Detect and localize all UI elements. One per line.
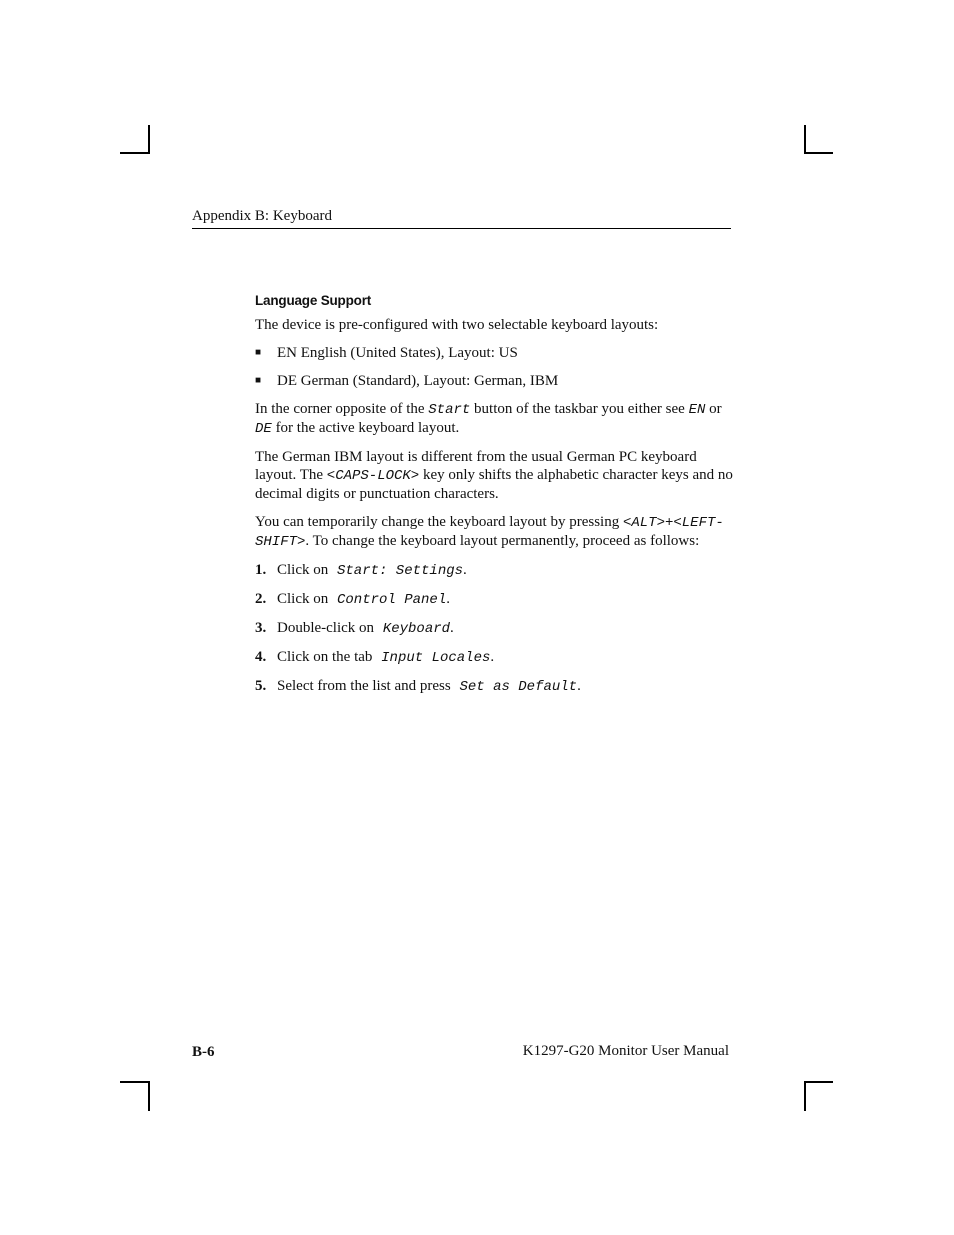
text-run: . bbox=[446, 591, 450, 607]
manual-title: K1297-G20 Monitor User Manual bbox=[522, 1043, 729, 1059]
intro-paragraph: The device is pre-configured with two selectable keyboard layouts: bbox=[255, 317, 659, 333]
step-text bbox=[277, 561, 467, 580]
step-text bbox=[277, 648, 494, 667]
text-run: . bbox=[577, 678, 581, 694]
step-item bbox=[255, 561, 735, 580]
crop-mark-top-right-v bbox=[804, 125, 806, 154]
header-title: Appendix B: Keyboard bbox=[192, 208, 332, 224]
text-run: You can temporarily change the keyboard layout by pressing bbox=[255, 514, 623, 530]
step-text bbox=[277, 619, 454, 638]
text-run: Click on the tab bbox=[277, 649, 377, 665]
en-code: EN bbox=[688, 402, 706, 418]
start-code: Start bbox=[428, 402, 471, 418]
step-item bbox=[255, 648, 735, 667]
text-run: The German IBM layout is different from the usual German PC keyboard layout. The bbox=[255, 449, 697, 483]
section-title: Language Support bbox=[255, 293, 372, 308]
crop-mark-bottom-right-h bbox=[804, 1081, 833, 1083]
list-item bbox=[255, 372, 735, 390]
text-run: . To change the keyboard layout permanently, proceed as follows: bbox=[305, 533, 700, 549]
de-code: DE bbox=[255, 421, 272, 437]
change-layout-paragraph bbox=[255, 513, 735, 551]
step-text bbox=[277, 590, 450, 609]
step-code: Start: Settings bbox=[337, 563, 464, 579]
step-code: Set as Default bbox=[459, 679, 578, 695]
step-number: 5. bbox=[255, 678, 267, 694]
bullet-text: DE German (Standard), Layout: German, IBM bbox=[277, 373, 559, 389]
step-number: 1. bbox=[255, 562, 267, 578]
step-code: Input Locales bbox=[381, 650, 491, 666]
page-number: B-6 bbox=[192, 1044, 215, 1060]
text-run: button of the taskbar you either see bbox=[470, 401, 689, 417]
crop-mark-top-left-v bbox=[148, 125, 150, 154]
bullet-text: EN English (United States), Layout: US bbox=[277, 345, 518, 361]
list-item bbox=[255, 344, 735, 362]
crop-mark-top-right-h bbox=[804, 152, 833, 154]
step-code: Keyboard bbox=[382, 621, 451, 637]
text-run: . bbox=[490, 649, 495, 665]
text-run: In the corner opposite of the bbox=[255, 401, 429, 417]
crop-mark-bottom-left-v bbox=[148, 1081, 150, 1111]
ibm-layout-paragraph bbox=[255, 448, 735, 503]
taskbar-paragraph bbox=[255, 400, 735, 438]
text-run: key only shifts the alphabetic character keys and no decimal digits or punctuation characters. bbox=[255, 467, 733, 502]
text-run: . bbox=[463, 562, 467, 578]
caps-lock-code: <CAPS-LOCK> bbox=[326, 468, 420, 484]
text-run: . bbox=[450, 620, 454, 636]
bullet-square-icon: ■ bbox=[255, 375, 262, 386]
text-run: or bbox=[705, 401, 722, 417]
step-text bbox=[277, 677, 581, 696]
bullet-square-icon: ■ bbox=[255, 347, 262, 358]
step-number: 2. bbox=[255, 591, 267, 607]
crop-mark-bottom-right-v bbox=[804, 1081, 806, 1111]
crop-mark-top-left-h bbox=[120, 152, 150, 154]
step-code: Control Panel bbox=[337, 592, 447, 608]
alt-shift-code: <ALT>+<LEFT-SHIFT> bbox=[255, 515, 724, 550]
step-number: 4. bbox=[255, 649, 267, 665]
page-content bbox=[255, 292, 735, 706]
step-number: 3. bbox=[255, 620, 267, 636]
step-item bbox=[255, 590, 735, 609]
text-run: Double-click on bbox=[277, 620, 378, 636]
step-item bbox=[255, 677, 735, 696]
text-run: Click on bbox=[277, 591, 332, 607]
crop-mark-bottom-left-h bbox=[120, 1081, 150, 1083]
step-item bbox=[255, 619, 735, 638]
text-run: Click on bbox=[277, 562, 332, 578]
text-run: for the active keyboard layout. bbox=[271, 420, 460, 436]
page-header bbox=[192, 207, 731, 229]
text-run: Select from the list and press bbox=[277, 678, 455, 694]
